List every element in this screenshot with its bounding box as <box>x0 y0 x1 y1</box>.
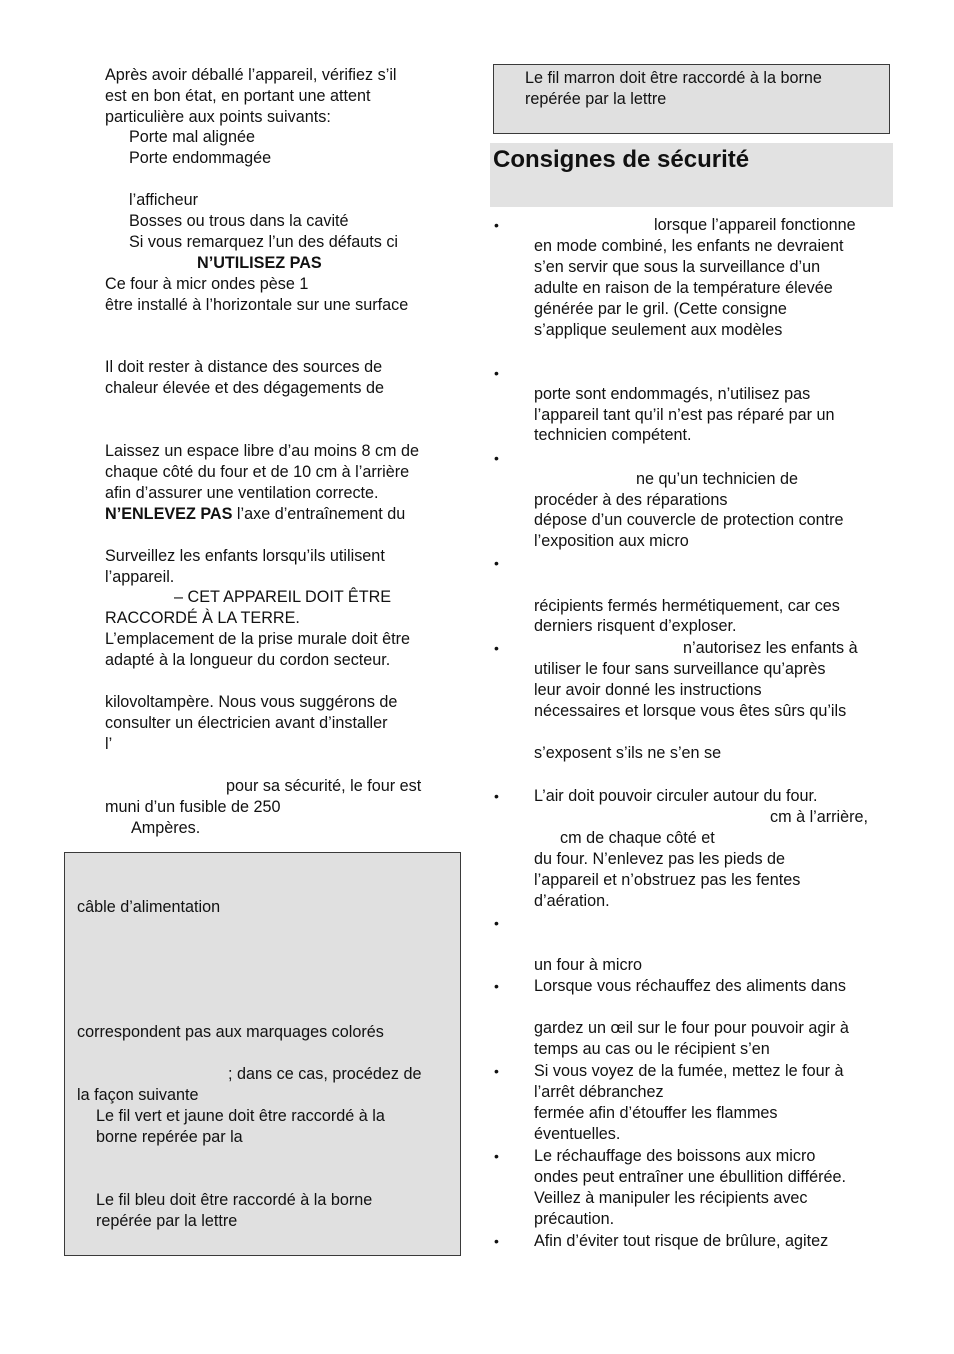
safety-text: temps au cas ou le récipient s’en <box>534 1040 770 1058</box>
bullet-icon: • <box>494 978 499 994</box>
safety-text: cm de chaque côté et <box>560 829 715 847</box>
remove-warning: N’ENLEVEZ PAS <box>105 505 233 523</box>
safety-text: dépose d’un couvercle de protection contre <box>534 511 844 529</box>
bullet-icon: • <box>494 555 499 571</box>
space-line-3: afin d’assurer une ventilation correcte. <box>105 484 379 502</box>
earth-line-1: – CET APPAREIL DOIT ÊTRE <box>174 588 392 606</box>
safety-text: s’applique seulement aux modèles <box>534 321 783 339</box>
markings-line: correspondent pas aux marquages colorés <box>77 1023 384 1041</box>
safety-text: leur avoir donné les instructions <box>534 681 762 699</box>
safety-text: s’exposent s’ils ne s’en se <box>534 744 722 762</box>
green-yellow-line-1: Le fil vert et jaune doit être raccordé à la <box>96 1107 385 1125</box>
fuse-line-2: muni d’un fusible de 250 <box>105 798 281 816</box>
safety-text: lorsque l’appareil fonctionne <box>654 216 856 234</box>
safety-text: Afin d’éviter tout risque de brûlure, agitez <box>534 1232 829 1250</box>
safety-text: l’appareil et n’obstruez pas les fentes <box>534 871 801 889</box>
safety-text: Veillez à manipuler les récipients avec <box>534 1189 808 1207</box>
procedure-line-2: la façon suivante <box>77 1086 199 1104</box>
weight-line-1: Ce four à micr ondes pèse 1 <box>105 275 309 293</box>
safety-text: utiliser le four sans surveillance qu’après <box>534 660 826 678</box>
check-item: Porte endommagée <box>129 149 272 167</box>
do-not-use-warning: N’UTILISEZ PAS <box>197 254 322 272</box>
bullet-icon: • <box>494 915 499 931</box>
brown-wire-line-1: Le fil marron doit être raccordé à la borne <box>525 69 822 87</box>
bullet-icon: • <box>494 1233 499 1249</box>
safety-text: n’autorisez les enfants à <box>683 639 858 657</box>
safety-text: Si vous voyez de la fumée, mettez le four à <box>534 1062 844 1080</box>
safety-text: Le réchauffage des boissons aux micro <box>534 1147 816 1165</box>
safety-text: adulte en raison de la température élevée <box>534 279 833 297</box>
safety-text: Lorsque vous réchauffez des aliments dans <box>534 977 846 995</box>
check-item: Porte mal alignée <box>129 128 255 146</box>
safety-text: ondes peut entraîner une ébullition différée. <box>534 1168 846 1186</box>
intro-line-2: est en bon état, en portant une attent <box>105 87 371 105</box>
safety-text: précaution. <box>534 1210 615 1228</box>
weight-line-2: être installé à l’horizontale sur une surface <box>105 296 409 314</box>
safety-text: d’aération. <box>534 892 610 910</box>
children-line-1: Surveillez les enfants lorsqu’ils utilisent <box>105 547 385 565</box>
distance-line-1: Il doit rester à distance des sources de <box>105 358 383 376</box>
cable-label: câble d’alimentation <box>77 898 221 916</box>
safety-text: du four. N’enlevez pas les pieds de <box>534 850 786 868</box>
bullet-icon: • <box>494 217 499 233</box>
procedure-line-1: ; dans ce cas, procédez de <box>228 1065 422 1083</box>
bullet-icon: • <box>494 640 499 656</box>
safety-text: en mode combiné, les enfants ne devraient <box>534 237 844 255</box>
intro-line-1: Après avoir déballé l’appareil, vérifiez s’il <box>105 66 397 84</box>
check-item: Bosses ou trous dans la cavité <box>129 212 349 230</box>
safety-text: procéder à des réparations <box>534 491 728 509</box>
socket-line-1: L’emplacement de la prise murale doit être <box>105 630 411 648</box>
socket-line-2: adapté à la longueur du cordon secteur. <box>105 651 391 669</box>
safety-text: générée par le gril. (Cette consigne <box>534 300 787 318</box>
green-yellow-line-2: borne repérée par la <box>96 1128 243 1146</box>
safety-text: nécessaires et lorsque vous êtes sûrs qu’ils <box>534 702 847 720</box>
bullet-icon: • <box>494 1148 499 1164</box>
fuse-line-3: Ampères. <box>131 819 201 837</box>
safety-text: récipients fermés hermétiquement, car ces <box>534 597 840 615</box>
space-line-2: chaque côté du four et de 10 cm à l’arrière <box>105 463 410 481</box>
bullet-icon: • <box>494 788 499 804</box>
children-line-2: l’appareil. <box>105 568 175 586</box>
section-title: Consignes de sécurité <box>493 146 750 173</box>
kva-line-3: l’ <box>105 735 113 753</box>
brown-wire-line-2: repérée par la lettre <box>525 90 667 108</box>
check-item: Si vous remarquez l’un des défauts ci <box>129 233 399 251</box>
safety-text: derniers risquent d’exploser. <box>534 617 737 635</box>
safety-text: ne qu’un technicien de <box>636 470 799 488</box>
safety-text: porte sont endommagés, n’utilisez pas <box>534 385 811 403</box>
safety-text: l’arrêt débranchez <box>534 1083 664 1101</box>
remove-text: l’axe d’entraînement du <box>232 505 406 523</box>
fuse-line-1: pour sa sécurité, le four est <box>226 777 422 795</box>
kva-line-1: kilovoltampère. Nous vous suggérons de <box>105 693 398 711</box>
safety-text: éventuelles. <box>534 1125 621 1143</box>
safety-text: gardez un œil sur le four pour pouvoir agir à <box>534 1019 849 1037</box>
remove-axle-line <box>105 504 405 525</box>
intro-line-3: particulière aux points suivants: <box>105 108 331 126</box>
blue-wire-line-2: repérée par la lettre <box>96 1212 238 1230</box>
safety-text: l’appareil tant qu’il n’est pas réparé par un <box>534 406 835 424</box>
distance-line-2: chaleur élevée et des dégagements de <box>105 379 384 397</box>
safety-text: l’exposition aux micro <box>534 532 689 550</box>
safety-text: s’en servir que sous la surveillance d’un <box>534 258 821 276</box>
blue-wire-line-1: Le fil bleu doit être raccordé à la borne <box>96 1191 373 1209</box>
bullet-icon: • <box>494 1063 499 1079</box>
earth-line-2: RACCORDÉ À LA TERRE. <box>105 609 300 627</box>
safety-text: un four à micro <box>534 956 642 974</box>
check-item: l’afficheur <box>129 191 198 209</box>
bullet-icon: • <box>494 365 499 381</box>
safety-text: technicien compétent. <box>534 426 692 444</box>
safety-text: L’air doit pouvoir circuler autour du four. <box>534 787 818 805</box>
safety-text: fermée afin d’étouffer les flammes <box>534 1104 778 1122</box>
bullet-icon: • <box>494 450 499 466</box>
safety-text: cm à l’arrière, <box>770 808 869 826</box>
kva-line-2: consulter un électricien avant d’installer <box>105 714 388 732</box>
space-line-1: Laissez un espace libre d’au moins 8 cm de <box>105 442 420 460</box>
